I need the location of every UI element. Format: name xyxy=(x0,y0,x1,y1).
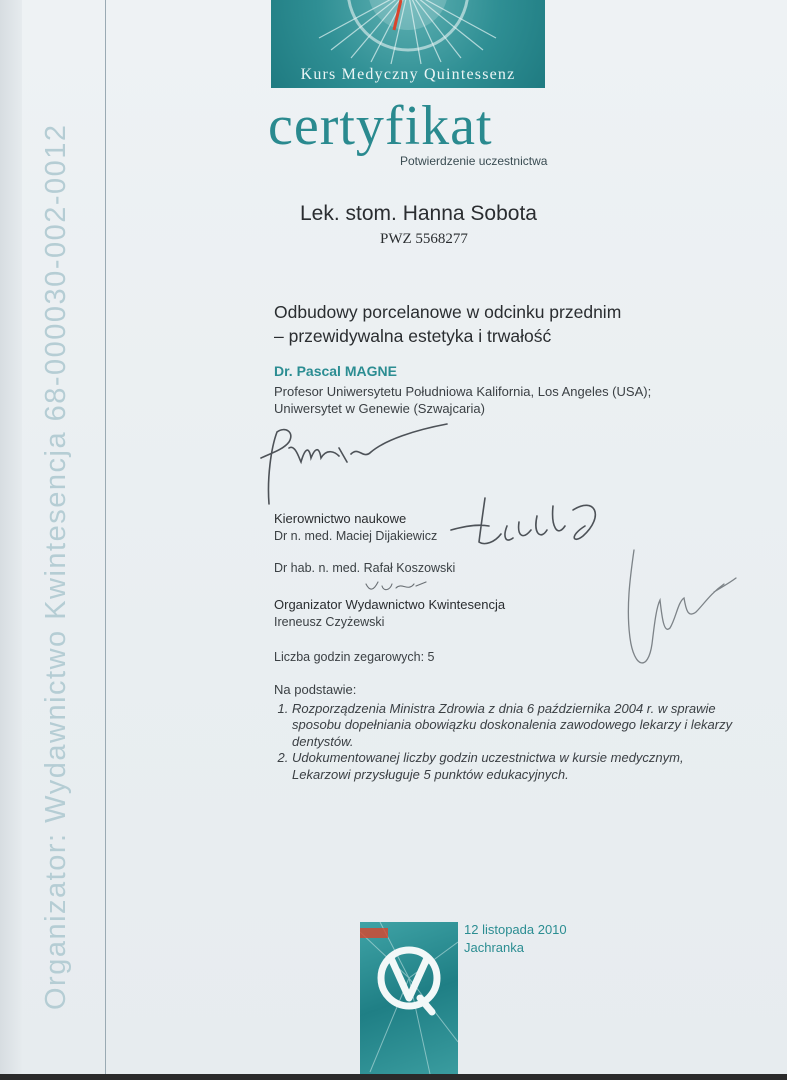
scientific-direction-label: Kierownictwo naukowe xyxy=(274,511,407,526)
course-title-line1: Odbudowy porcelanowe w odcinku przednim xyxy=(274,302,622,322)
lecturer-affiliation-line2: Uniwersytet w Genewie (Szwajcaria) xyxy=(274,401,485,416)
dijakiewicz-signature-icon xyxy=(445,486,610,556)
legal-basis-item: 1. Rozporządzenia Ministra Zdrowia z dnia 6 października 2004 r. w sprawie sposobu dopełniania obowiązku doskonalenia zawodowego lekarzy i lekarzy dentystów. xyxy=(292,701,744,751)
paper-edge xyxy=(0,0,22,1080)
certificate-title: certyfikat xyxy=(268,95,493,157)
logo-caption: Kurs Medyczny Quintessenz xyxy=(300,66,516,83)
issue-date: 12 listopada 2010 xyxy=(464,922,567,937)
course-title-line2: – przewidywalna estetyka i trwałość xyxy=(274,326,552,346)
organizer-label: Organizator Wydawnictwo Kwintesencja xyxy=(274,597,506,612)
course-title xyxy=(274,300,694,348)
legal-basis-item: 2. Udokumentowanej liczby godzin uczestnictwa w kursie medycznym, Lekarzowi przysługuje 5 punktów edukacyjnych. xyxy=(292,750,744,783)
certificate-subtitle: Potwierdzenie uczestnictwa xyxy=(400,154,548,168)
organizer-person: Ireneusz Czyżewski xyxy=(274,615,385,629)
organizer-signature-icon xyxy=(604,548,739,676)
lecturer-signature-icon xyxy=(255,418,455,508)
scientific-direction-person1: Dr n. med. Maciej Dijakiewicz xyxy=(274,529,438,543)
scan-bottom-edge xyxy=(0,1074,787,1080)
participant-pwz: PWZ 5568277 xyxy=(380,231,468,247)
qv-emblem-icon xyxy=(360,922,458,1074)
legal-basis xyxy=(274,682,744,783)
organizer-vertical-text: Organizator: Wydawnictwo Kwintesencja 68-000030-002-0012 xyxy=(40,123,72,1010)
legal-basis-label: Na podstawie: xyxy=(274,682,357,697)
hours-text: Liczba godzin zegarowych: 5 xyxy=(274,650,435,664)
scientific-direction-person2: Dr hab. n. med. Rafał Koszowski xyxy=(274,561,456,575)
lecturer-affiliation xyxy=(274,383,714,417)
participant-name: Lek. stom. Hanna Sobota xyxy=(300,202,537,225)
issue-place: Jachranka xyxy=(464,940,524,955)
quintessenz-logo xyxy=(360,922,458,1074)
course-logo xyxy=(271,0,545,88)
lecturer-affiliation-line1: Profesor Uniwersytetu Południowa Kalifornia, Los Angeles (USA); xyxy=(274,384,652,399)
koszowski-signature-icon xyxy=(362,576,432,598)
lecturer-name: Dr. Pascal MAGNE xyxy=(274,363,397,379)
issue-date-place xyxy=(464,921,567,957)
legal-basis-list xyxy=(274,701,744,784)
sidebar-divider xyxy=(105,0,106,1074)
